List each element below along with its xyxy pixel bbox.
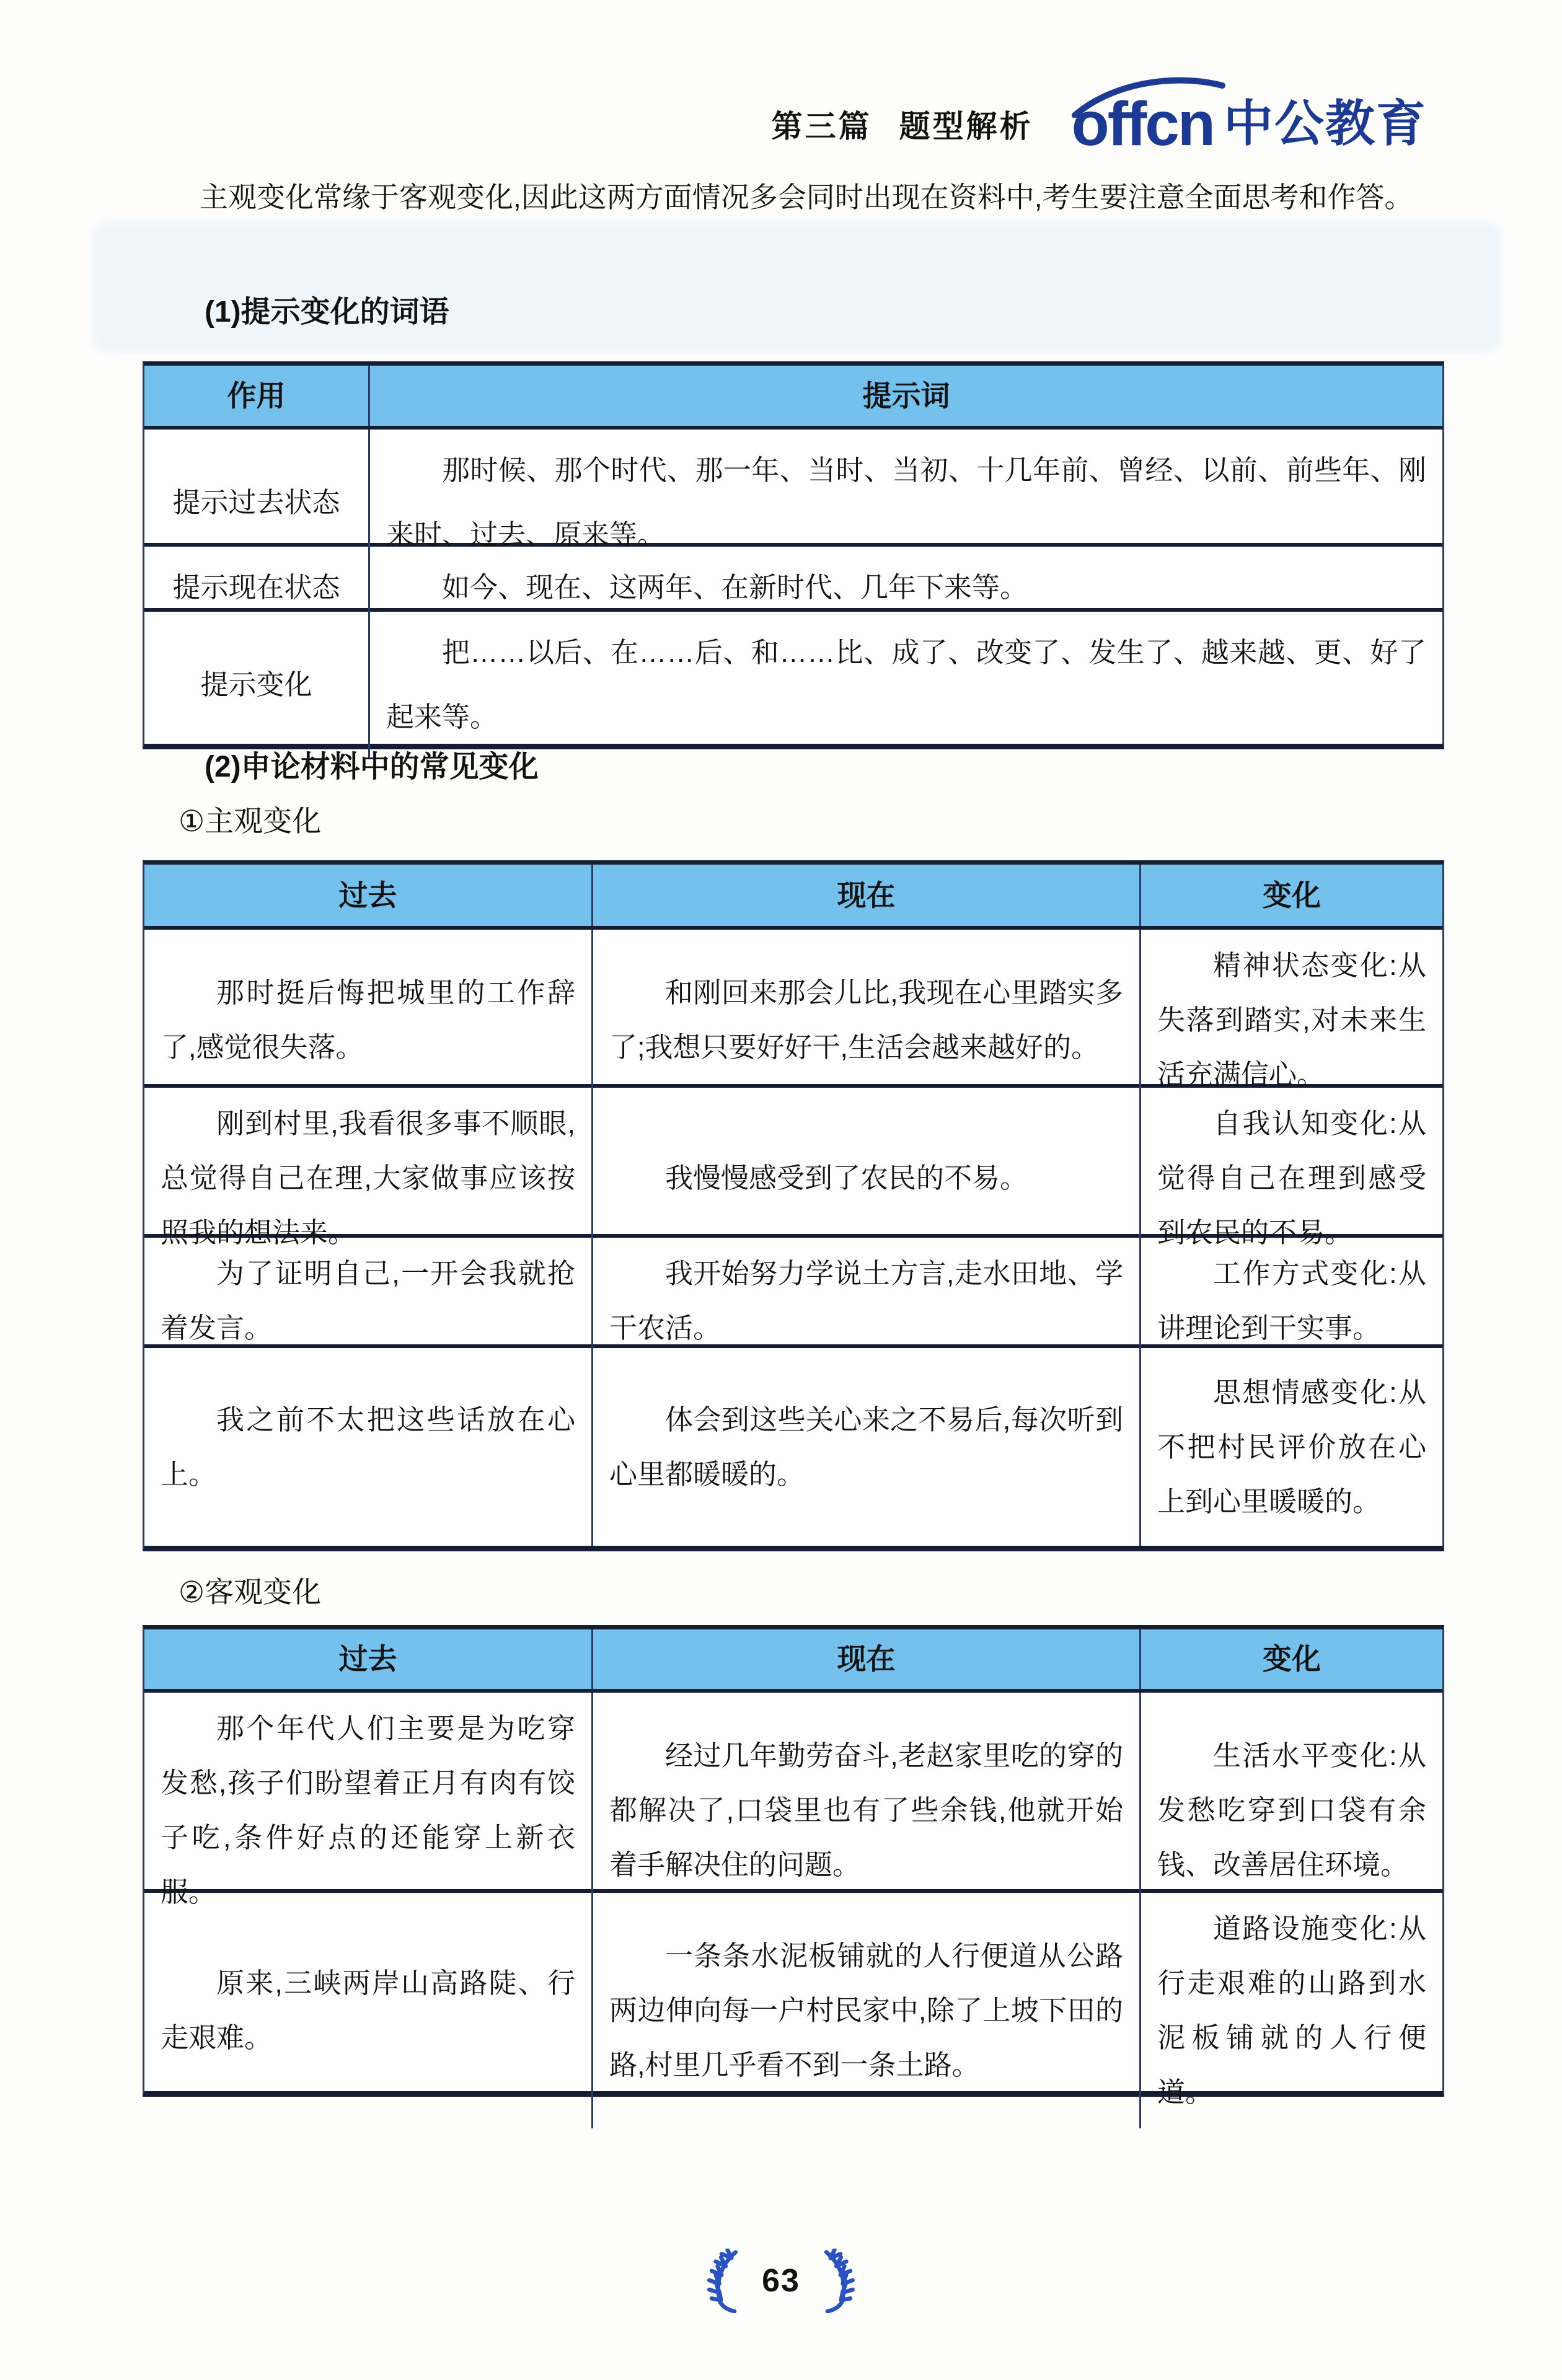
heading-common-changes: (2)申论材料中的常见变化 [205,751,539,783]
table-row [144,547,1442,612]
objective-change-table [143,1625,1444,2108]
change-cell: 道路设施变化:从行走艰难的山路到水泥板铺就的人行便道。 [1157,1913,1426,2108]
page-number: 63 [762,2263,800,2299]
change-cell: 自我认知变化:从觉得自己在理到感受到农民的不易。 [1157,1108,1426,1248]
section-label: 题型解析 [899,109,1033,144]
now-cell: 我开始努力学说土方言,走水田地、学干农活。 [609,1258,1123,1344]
table-row [144,430,1442,550]
intro-paragraph: 主观变化常缘于客观变化,因此这两方面情况多会同时出现在资料中,考生要注意全面思考和作答。 [200,181,1413,213]
past-cell: 为了证明自己,一开会我就抢着发言。 [161,1258,575,1344]
subjective-change-table [143,860,1444,1551]
laurel-left-icon [701,2249,746,2313]
row-label: 提示过去状态 [144,430,370,576]
now-cell: 我慢慢感受到了农民的不易。 [665,1162,1028,1194]
subheading-subjective-change: ①主观变化 [179,804,322,837]
past-cell: 刚到村里,我看很多事不顺眼,总觉得自己在理,大家做事应该按照我的想法来。 [161,1108,575,1248]
table-row [144,1348,1442,1546]
row-content: 如今、现在、这两年、在新时代、几年下来等。 [442,571,1028,603]
now-cell: 一条条水泥板铺就的人行便道从公路两边伸向每一户村民家中,除了上坡下田的路,村里几乎看不到一条土路。 [609,1940,1123,2081]
hint-words-table [143,361,1444,749]
chapter-label: 第三篇 [771,109,872,144]
subheading-objective-change: ②客观变化 [179,1576,322,1608]
scan-artifact [93,222,1500,352]
table-row [144,1088,1442,1248]
row-label: 提示现在状态 [144,547,370,628]
table-header-row [144,865,1442,930]
past-cell: 原来,三峡两岸山高路陡、行走艰难。 [161,1967,575,2053]
table-row [144,1238,1442,1348]
column-header: 提示词 [862,379,950,412]
column-header: 过去 [144,1629,593,1689]
change-cell: 精神状态变化:从失落到踏实,对未来生活充满信心。 [1157,950,1426,1090]
column-header: 变化 [1263,878,1321,912]
past-cell: 那个年代人们主要是为吃穿发愁,孩子们盼望着正月有肉有饺子吃,条件好点的还能穿上新衣服。 [161,1712,575,1908]
change-cell: 生活水平变化:从发愁吃穿到口袋有余钱、改善居住环境。 [1157,1740,1426,1880]
table-row [144,1693,1442,1908]
now-cell: 体会到这些关心来之不易后,每次听到心里都暖暖的。 [609,1403,1123,1490]
now-cell: 和刚回来那会儿比,我现在心里踏实多了;我想只要好好干,生活会越来越好的。 [609,977,1123,1063]
offcn-logo [1071,89,1427,159]
heading-hint-words: (1)提示变化的词语 [205,296,449,328]
page-footer [0,2249,1562,2313]
laurel-right-icon [816,2249,861,2313]
table-row [144,612,1442,744]
change-cell: 工作方式变化:从讲理论到干实事。 [1157,1258,1426,1344]
column-header: 作用 [144,366,370,426]
logo-latin-text: offcn [1072,93,1214,155]
column-header: 现在 [593,865,1141,926]
table-header-row [144,366,1442,430]
column-header: 变化 [1263,1642,1321,1675]
past-cell: 那时挺后悔把城里的工作辞了,感觉很失落。 [161,977,575,1063]
logo-swoosh-icon [1071,72,1226,118]
row-label: 提示变化 [144,612,370,758]
row-content: 那时候、那个时代、那一年、当时、当初、十几年前、曾经、以前、前些年、刚来时、过去、原来等。 [386,454,1426,550]
column-header: 过去 [144,865,593,926]
column-header: 现在 [593,1629,1141,1689]
logo-chinese-text: 中公教育 [1224,96,1427,151]
page-header [771,89,1427,159]
change-cell: 思想情感变化:从不把村民评价放在心上到心里暖暖的。 [1157,1376,1426,1517]
past-cell: 我之前不太把这些话放在心上。 [161,1403,575,1490]
table-row [144,1893,1442,2108]
now-cell: 经过几年勤劳奋斗,老赵家里吃的穿的都解决了,口袋里也有了些余钱,他就开始着手解决住的问题。 [609,1740,1123,1880]
table-header-row [144,1629,1442,1693]
row-content: 把……以后、在……后、和……比、成了、改变了、发生了、越来越、更、好了起来等。 [386,637,1426,733]
table-row [144,930,1442,1088]
